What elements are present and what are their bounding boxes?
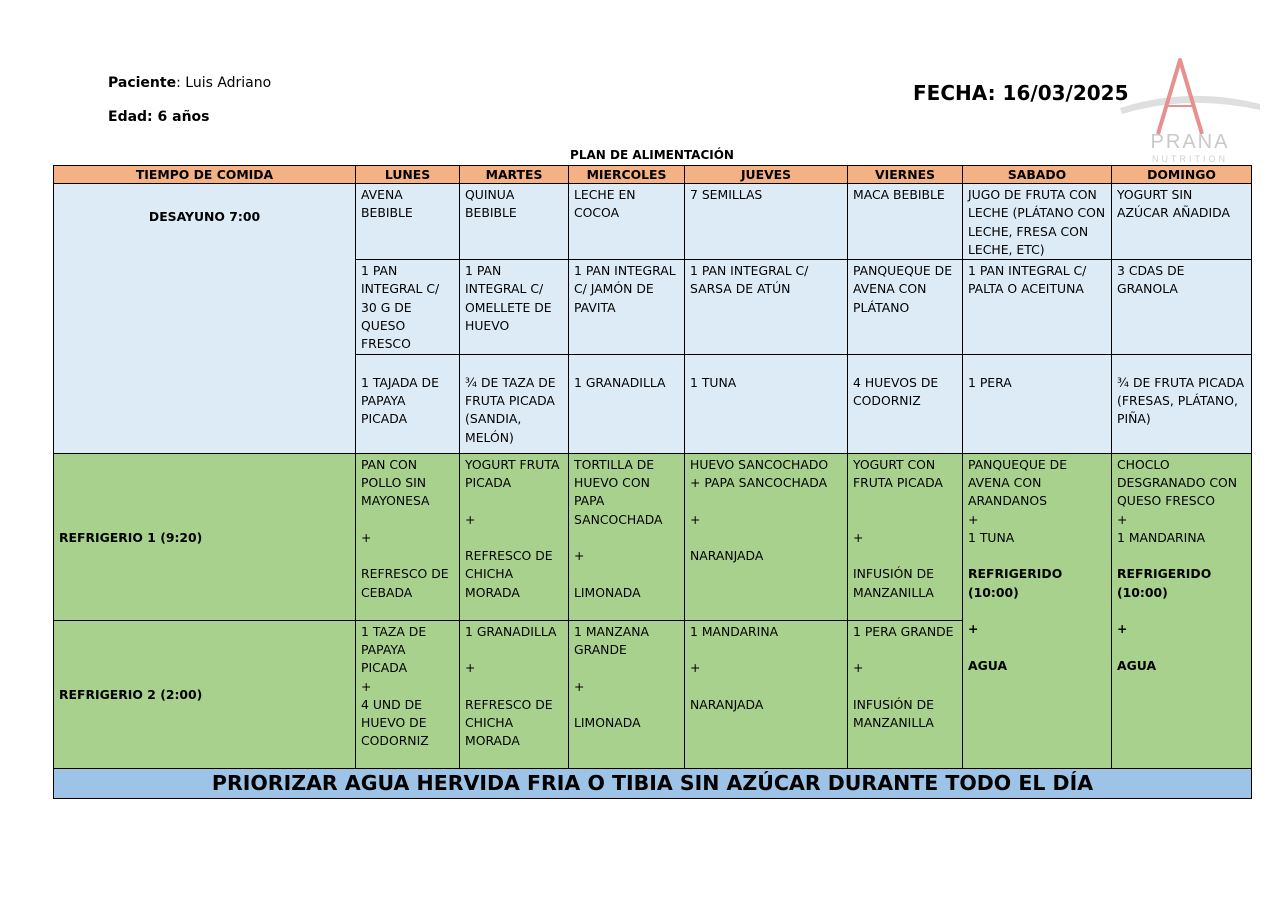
cell: YOGURT SIN AZÚCAR AÑADIDA bbox=[1112, 184, 1252, 260]
meal-plan-table bbox=[53, 165, 1252, 799]
breakfast-row-1 bbox=[54, 184, 1252, 260]
cell: 7 SEMILLAS bbox=[685, 184, 848, 260]
sunday-plus: + bbox=[1117, 621, 1128, 637]
cell: 3 CDAS DE GRANOLA bbox=[1112, 260, 1252, 354]
cell-sunday-snacks bbox=[1112, 453, 1252, 768]
meal-snack2: REFRIGERIO 2 (2:00) bbox=[54, 620, 356, 768]
col-sunday: DOMINGO bbox=[1112, 166, 1252, 184]
col-wednesday: MIERCOLES bbox=[569, 166, 685, 184]
cell: HUEVO SANCOCHADO + PAPA SANCOCHADA + NARANJADA bbox=[685, 453, 848, 620]
col-friday: VIERNES bbox=[848, 166, 963, 184]
cell: 1 GRANADILLA + REFRESCO DE CHICHA MORADA bbox=[460, 620, 569, 768]
cell: 1 MANDARINA + NARANJADA bbox=[685, 620, 848, 768]
cell-saturday-snacks bbox=[963, 453, 1112, 768]
cell: 1 MANZANA GRANDE + LIMONADA bbox=[569, 620, 685, 768]
saturday-snack-label: REFRIGERIDO (10:00) bbox=[968, 566, 1063, 600]
col-meal-time: TIEMPO DE COMIDA bbox=[54, 166, 356, 184]
cell: 1 TUNA bbox=[685, 354, 848, 453]
sunday-food: CHOCLO DESGRANADO CON QUESO FRESCO + 1 MANDARINA bbox=[1117, 456, 1238, 545]
header-row bbox=[54, 166, 1252, 184]
cell: 1 PAN INTEGRAL C/ PALTA O ACEITUNA bbox=[963, 260, 1112, 354]
sunday-snack-label: REFRIGERIDO (10:00) bbox=[1117, 566, 1212, 600]
meal-snack1: REFRIGERIO 1 (9:20) bbox=[54, 453, 356, 620]
cell: 1 PERA GRANDE + INFUSIÓN DE MANZANILLA bbox=[848, 620, 963, 768]
col-monday: LUNES bbox=[356, 166, 460, 184]
logo-text: PRANA bbox=[1150, 131, 1230, 153]
cell: PANQUEQUE DE AVENA CON PLÁTANO bbox=[848, 260, 963, 354]
saturday-plus: + bbox=[968, 621, 979, 637]
footer-note: PRIORIZAR AGUA HERVIDA FRIA O TIBIA SIN AZÚCAR DURANTE TODO EL DÍA bbox=[54, 768, 1252, 798]
cell: ¾ DE FRUTA PICADA (FRESAS, PLÁTANO, PIÑA) bbox=[1112, 354, 1252, 453]
cell: 4 HUEVOS DE CODORNIZ bbox=[848, 354, 963, 453]
cell: AVENA BEBIBLE bbox=[356, 184, 460, 260]
col-thursday: JUEVES bbox=[685, 166, 848, 184]
col-saturday: SABADO bbox=[963, 166, 1112, 184]
patient-line bbox=[108, 75, 271, 91]
cell: 1 PAN INTEGRAL C/ SARSA DE ATÚN bbox=[685, 260, 848, 354]
cell: YOGURT FRUTA PICADA + REFRESCO DE CHICHA MORADA bbox=[460, 453, 569, 620]
logo-subtext: NUTRITION bbox=[1152, 154, 1228, 164]
cell: JUGO DE FRUTA CON LECHE (PLÁTANO CON LECHE, FRESA CON LECHE, ETC) bbox=[963, 184, 1112, 260]
cell: 1 GRANADILLA bbox=[569, 354, 685, 453]
patient-age: Edad: 6 años bbox=[108, 109, 210, 125]
cell: 1 PAN INTEGRAL C/ 30 G DE QUESO FRESCO bbox=[356, 260, 460, 354]
cell: PAN CON POLLO SIN MAYONESA + REFRESCO DE CEBADA bbox=[356, 453, 460, 620]
cell: MACA BEBIBLE bbox=[848, 184, 963, 260]
sunday-drink: AGUA bbox=[1117, 657, 1157, 673]
plan-title: PLAN DE ALIMENTACIÓN bbox=[570, 148, 734, 162]
cell: ¾ DE TAZA DE FRUTA PICADA (SANDIA, MELÓN) bbox=[460, 354, 569, 453]
cell: LECHE EN COCOA bbox=[569, 184, 685, 260]
patient-label: Paciente bbox=[108, 75, 177, 91]
saturday-food: PANQUEQUE DE AVENA CON ARANDANOS + 1 TUNA bbox=[968, 456, 1068, 545]
saturday-drink: AGUA bbox=[968, 657, 1008, 673]
cell: 1 TAJADA DE PAPAYA PICADA bbox=[356, 354, 460, 453]
snack1-row bbox=[54, 453, 1252, 620]
cell: 1 PAN INTEGRAL C/ OMELLETE DE HUEVO bbox=[460, 260, 569, 354]
col-tuesday: MARTES bbox=[460, 166, 569, 184]
date: FECHA: 16/03/2025 bbox=[913, 81, 1129, 105]
cell: 1 TAZA DE PAPAYA PICADA + 4 UND DE HUEVO DE CODORNIZ bbox=[356, 620, 460, 768]
meal-breakfast: DESAYUNO 7:00 bbox=[54, 184, 356, 454]
cell: 1 PAN INTEGRAL C/ JAMÓN DE PAVITA bbox=[569, 260, 685, 354]
cell: YOGURT CON FRUTA PICADA + INFUSIÓN DE MANZANILLA bbox=[848, 453, 963, 620]
cell: QUINUA BEBIBLE bbox=[460, 184, 569, 260]
footer-row bbox=[54, 768, 1252, 798]
cell: 1 PERA bbox=[963, 354, 1112, 453]
cell: TORTILLA DE HUEVO CON PAPA SANCOCHADA + LIMONADA bbox=[569, 453, 685, 620]
patient-name: : Luis Adriano bbox=[176, 75, 272, 91]
